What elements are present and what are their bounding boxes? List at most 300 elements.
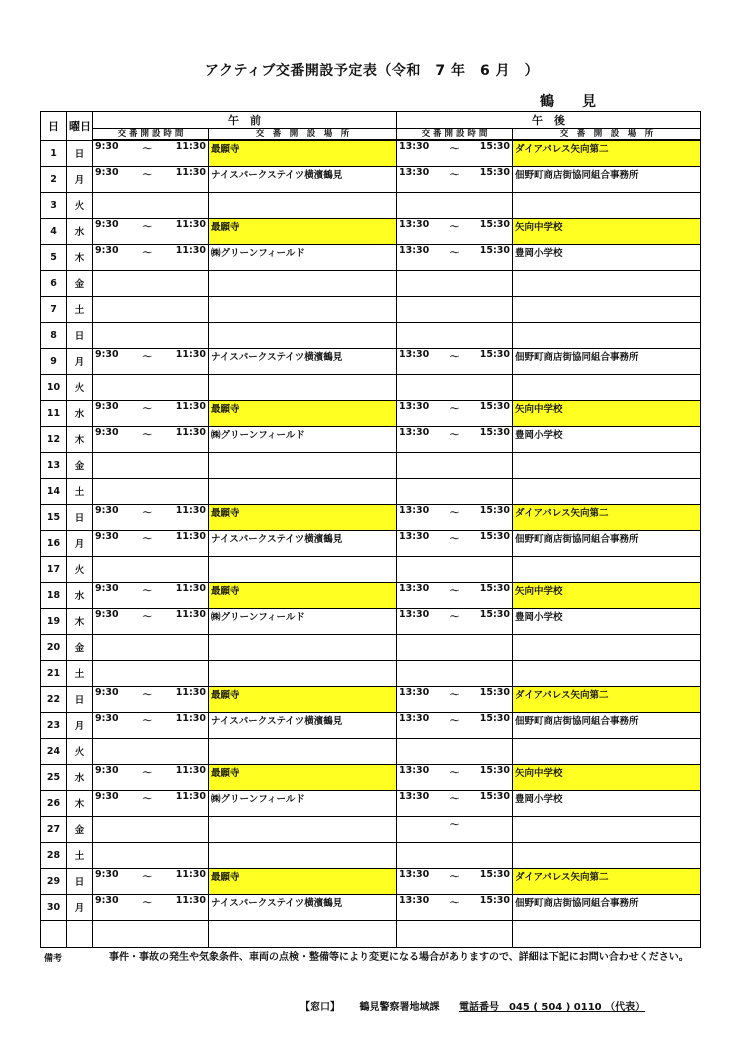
table-row (41, 504, 701, 530)
am-place-name: ナイスパークステイツ横濱鶴見 (211, 351, 343, 363)
weekday-label: 水 (74, 773, 85, 784)
am-start-time: 9:30 (95, 868, 119, 880)
pm-place-name: ダイアパレス矢向第二 (515, 871, 609, 883)
pm-place-cell (513, 374, 701, 400)
weekday-cell (67, 556, 93, 582)
pm-place-cell (513, 426, 701, 452)
pm-place-name: 佃野町商店街協同組合事務所 (515, 169, 639, 181)
weekday-cell (67, 634, 93, 660)
am-time-cell (93, 348, 209, 374)
table-row (41, 868, 701, 894)
tilde: ～ (142, 871, 152, 883)
pm-time-cell (397, 478, 513, 504)
pm-place-cell (513, 582, 701, 608)
am-start-time: 9:30 (95, 608, 119, 620)
am-place-cell (209, 764, 397, 790)
weekday-cell (67, 166, 93, 192)
day-number: 24 (46, 745, 61, 757)
am-place-name: 最願寺 (211, 767, 240, 779)
pm-end-time: 15:30 (479, 790, 510, 802)
pm-time-range (399, 765, 510, 779)
tilde: ～ (142, 689, 152, 701)
pm-end-time: 15:30 (479, 426, 510, 438)
am-place-cell (209, 322, 397, 348)
pm-time-cell (397, 816, 513, 842)
day-cell (41, 400, 67, 426)
pm-start-time: 13:30 (399, 504, 430, 516)
am-place-name: 最願寺 (211, 221, 240, 233)
pm-end-time: 15:30 (479, 504, 510, 516)
pm-place-name: 豊岡小学校 (515, 611, 563, 623)
pm-place-name: 佃野町商店街協同組合事務所 (515, 897, 639, 909)
day-cell (41, 894, 67, 920)
pm-place-name: 佃野町商店街協同組合事務所 (515, 715, 639, 727)
am-place-cell (209, 244, 397, 270)
am-end-time: 11:30 (175, 686, 206, 698)
pm-place-name: 豊岡小学校 (515, 793, 563, 805)
pm-place-cell (513, 192, 701, 218)
col-day-header: 日 (41, 112, 67, 141)
am-time-cell (93, 894, 209, 920)
table-row (41, 400, 701, 426)
weekday-cell (67, 790, 93, 816)
tilde: ～ (142, 144, 152, 155)
am-end-time: 11:30 (175, 790, 206, 802)
am-time-cell (93, 582, 209, 608)
am-place-cell (209, 608, 397, 634)
weekday-label: 金 (74, 825, 85, 836)
tilde: ～ (449, 169, 460, 181)
am-place-cell (209, 582, 397, 608)
pm-place-name: 矢向中学校 (515, 221, 563, 233)
remarks-label: 備考 (44, 954, 63, 964)
am-place-cell (209, 426, 397, 452)
am-place-cell (209, 348, 397, 374)
tilde: ～ (449, 793, 460, 805)
pm-time-cell (397, 868, 513, 894)
pm-time-cell (397, 348, 513, 374)
pm-time-range (399, 713, 510, 727)
pm-time-cell (397, 530, 513, 556)
weekday-label: 火 (74, 565, 85, 576)
table-row (41, 894, 701, 920)
table-row (41, 634, 701, 660)
weekday-label: 水 (74, 409, 85, 420)
pm-place-name: 矢向中学校 (515, 403, 563, 415)
table-row (41, 608, 701, 634)
pm-time-header: 交 番 開 設 時 間 (397, 129, 513, 141)
am-end-time: 11:30 (175, 582, 206, 594)
pm-time-cell (397, 686, 513, 712)
day-number: 14 (46, 485, 61, 497)
tilde: ～ (449, 767, 460, 779)
tilde: ～ (449, 897, 460, 909)
pm-end-time: 15:30 (479, 868, 510, 880)
table-row (41, 686, 701, 712)
weekday-cell (67, 348, 93, 374)
table-row (41, 764, 701, 790)
am-place-name: ㈱グリーンフィールド (211, 429, 305, 441)
pm-place-cell (513, 166, 701, 192)
weekday-label: 月 (74, 175, 85, 186)
pm-place-cell (513, 816, 701, 842)
day-cell (41, 452, 67, 478)
am-end-time: 11:30 (175, 141, 206, 152)
schedule-rows (41, 140, 701, 920)
pm-start-time: 13:30 (399, 686, 430, 698)
pm-end-time: 15:30 (479, 894, 510, 906)
day-number: 15 (46, 511, 61, 523)
table-row (41, 478, 701, 504)
pm-end-time: 15:30 (479, 582, 510, 594)
pm-time-cell (397, 790, 513, 816)
pm-place-name: ダイアパレス矢向第二 (515, 689, 609, 701)
pm-time-cell (397, 374, 513, 400)
pm-time-cell (397, 504, 513, 530)
weekday-cell (67, 764, 93, 790)
am-place-name: 最願寺 (211, 144, 240, 155)
am-time-range (95, 609, 206, 623)
am-place-cell (209, 270, 397, 296)
pm-end-time: 15:30 (479, 686, 510, 698)
am-place-name: 最願寺 (211, 689, 240, 701)
table-row (41, 816, 701, 842)
weekday-label: 日 (74, 695, 85, 706)
am-time-range (95, 583, 206, 597)
am-header: 午 前 (93, 112, 397, 129)
weekday-cell (67, 894, 93, 920)
pm-start-time: 13:30 (399, 166, 430, 178)
am-time-range (95, 869, 206, 883)
am-end-time: 11:30 (175, 764, 206, 776)
day-cell (41, 556, 67, 582)
day-number: 23 (46, 719, 61, 731)
tilde: ～ (449, 819, 460, 831)
day-cell (41, 166, 67, 192)
day-number: 20 (46, 641, 61, 653)
pm-start-time: 13:30 (399, 218, 430, 230)
tilde: ～ (449, 611, 460, 623)
am-place-name: ㈱グリーンフィールド (211, 793, 305, 805)
pm-start-time: 13:30 (399, 348, 430, 360)
pm-time-range (399, 349, 510, 363)
am-time-cell (93, 868, 209, 894)
weekday-cell (67, 452, 93, 478)
pm-time-cell (397, 894, 513, 920)
day-cell (41, 842, 67, 868)
day-cell (41, 738, 67, 764)
pm-end-time: 15:30 (479, 348, 510, 360)
day-number: 18 (46, 589, 61, 601)
tilde: ～ (142, 169, 152, 181)
day-cell (41, 218, 67, 244)
am-start-time: 9:30 (95, 400, 119, 412)
tilde: ～ (449, 585, 460, 597)
tilde-only (399, 817, 510, 831)
table-row (41, 374, 701, 400)
day-cell (41, 504, 67, 530)
pm-time-cell (397, 218, 513, 244)
pm-start-time: 13:30 (399, 608, 430, 620)
am-start-time: 9:30 (95, 141, 119, 152)
pm-place-cell (513, 218, 701, 244)
am-time-range (95, 141, 206, 155)
pm-time-cell (397, 400, 513, 426)
pm-time-cell (397, 426, 513, 452)
weekday-label: 金 (74, 279, 85, 290)
am-place-cell (209, 296, 397, 322)
day-number: 2 (50, 173, 57, 185)
am-place-name: 最願寺 (211, 403, 240, 415)
pm-place-name: ダイアパレス矢向第二 (515, 507, 609, 519)
tilde: ～ (142, 403, 152, 415)
am-time-cell (93, 504, 209, 530)
page-title: アクティブ交番開設予定表（令和 7 年 6 月 ） (204, 63, 540, 79)
table-row (41, 296, 701, 322)
tilde: ～ (142, 585, 152, 597)
day-number: 19 (46, 615, 61, 627)
am-place-cell (209, 530, 397, 556)
am-time-range (95, 349, 206, 363)
pm-place-cell (513, 712, 701, 738)
contact-office: 鶴見警察署地域課 (359, 1002, 440, 1013)
table-row (41, 218, 701, 244)
day-cell (41, 582, 67, 608)
am-time-cell (93, 218, 209, 244)
day-cell (41, 530, 67, 556)
schedule-table (40, 111, 701, 948)
am-start-time: 9:30 (95, 582, 119, 594)
day-number: 25 (46, 771, 61, 783)
weekday-cell (67, 686, 93, 712)
pm-time-cell (397, 764, 513, 790)
pm-end-time: 15:30 (479, 244, 510, 256)
am-end-time: 11:30 (175, 894, 206, 906)
am-time-range (95, 531, 206, 545)
am-time-cell (93, 452, 209, 478)
weekday-cell (67, 842, 93, 868)
day-number: 10 (46, 381, 61, 393)
pm-start-time: 13:30 (399, 712, 430, 724)
table-row (41, 322, 701, 348)
weekday-label: 土 (74, 851, 85, 862)
day-cell (41, 478, 67, 504)
contact-info (300, 998, 661, 1013)
weekday-label: 日 (74, 331, 85, 342)
day-number: 27 (46, 823, 61, 835)
weekday-label: 水 (74, 591, 85, 602)
weekday-label: 木 (74, 617, 85, 628)
am-start-time: 9:30 (95, 530, 119, 542)
am-place-cell (209, 218, 397, 244)
pm-end-time: 15:30 (479, 530, 510, 542)
weekday-cell (67, 504, 93, 530)
table-row (41, 842, 701, 868)
pm-start-time: 13:30 (399, 141, 430, 152)
pm-place-cell (513, 790, 701, 816)
am-place-name: ナイスパークステイツ横濱鶴見 (211, 169, 343, 181)
pm-time-cell (397, 244, 513, 270)
am-time-range (95, 167, 206, 181)
table-row (41, 166, 701, 192)
am-place-name: 最願寺 (211, 871, 240, 883)
am-time-range (95, 687, 206, 701)
am-end-time: 11:30 (175, 400, 206, 412)
tilde: ～ (449, 403, 460, 415)
table-row (41, 530, 701, 556)
weekday-cell (67, 816, 93, 842)
weekday-label: 金 (74, 643, 85, 654)
pm-time-cell (397, 192, 513, 218)
day-number: 5 (50, 251, 57, 263)
weekday-label: 土 (74, 487, 85, 498)
remarks-text: 事件・事故の発生や気象条件、車両の点検・整備等により変更になる場合がありますので、詳細は下記にお問い合わせください。 (109, 952, 689, 963)
am-time-cell (93, 426, 209, 452)
pm-start-time: 13:30 (399, 582, 430, 594)
am-end-time: 11:30 (175, 166, 206, 178)
day-cell (41, 868, 67, 894)
pm-place-name: ダイアパレス矢向第二 (515, 144, 609, 155)
day-number: 26 (46, 797, 61, 809)
day-cell (41, 374, 67, 400)
pm-time-range (399, 583, 510, 597)
pm-end-time: 15:30 (479, 608, 510, 620)
day-cell (41, 608, 67, 634)
pm-place-cell (513, 894, 701, 920)
am-place-cell (209, 686, 397, 712)
weekday-label: 水 (74, 227, 85, 238)
am-time-cell (93, 296, 209, 322)
day-number: 8 (50, 329, 57, 341)
table-row (41, 738, 701, 764)
am-place-cell (209, 660, 397, 686)
am-place-cell (209, 400, 397, 426)
pm-time-range (399, 687, 510, 701)
am-time-cell (93, 738, 209, 764)
pm-place-cell (513, 452, 701, 478)
am-time-cell (93, 842, 209, 868)
pm-end-time: 15:30 (479, 712, 510, 724)
tilde: ～ (142, 793, 152, 805)
pm-end-time: 15:30 (479, 218, 510, 230)
pm-time-cell (397, 556, 513, 582)
pm-time-cell (397, 452, 513, 478)
pm-start-time: 13:30 (399, 790, 430, 802)
pm-time-cell (397, 712, 513, 738)
am-time-header: 交 番 開 設 時 間 (93, 129, 209, 141)
pm-time-cell (397, 582, 513, 608)
pm-time-cell (397, 296, 513, 322)
am-place-header: 交 番 開 設 場 所 (209, 129, 397, 141)
am-time-cell (93, 556, 209, 582)
am-time-cell (93, 608, 209, 634)
weekday-cell (67, 660, 93, 686)
pm-place-cell (513, 504, 701, 530)
contact-phone: 電話番号 045 ( 504 ) 0110 （代表） (458, 1002, 646, 1013)
am-place-cell (209, 374, 397, 400)
table-row (41, 712, 701, 738)
day-cell (41, 790, 67, 816)
table-row (41, 192, 701, 218)
am-start-time: 9:30 (95, 504, 119, 516)
am-place-cell (209, 738, 397, 764)
am-time-cell (93, 322, 209, 348)
pm-place-cell (513, 608, 701, 634)
day-cell (41, 296, 67, 322)
pm-time-range (399, 141, 510, 155)
pm-time-range (399, 401, 510, 415)
tilde: ～ (142, 611, 152, 623)
am-place-name: ㈱グリーンフィールド (211, 611, 305, 623)
col-weekday-header: 曜日 (67, 112, 93, 141)
am-end-time: 11:30 (175, 868, 206, 880)
am-place-cell (209, 842, 397, 868)
pm-place-cell (513, 400, 701, 426)
pm-end-time: 15:30 (479, 141, 510, 152)
tilde: ～ (449, 221, 460, 233)
table-row (41, 348, 701, 374)
day-number: 30 (46, 901, 61, 913)
pm-time-cell (397, 738, 513, 764)
pm-time-range (399, 167, 510, 181)
pm-time-cell (397, 322, 513, 348)
pm-place-cell (513, 660, 701, 686)
pm-place-cell (513, 478, 701, 504)
day-cell (41, 192, 67, 218)
pm-time-range (399, 245, 510, 259)
weekday-label: 火 (74, 201, 85, 212)
pm-time-cell (397, 634, 513, 660)
am-place-cell (209, 712, 397, 738)
day-number: 1 (50, 147, 57, 159)
weekday-cell (67, 426, 93, 452)
tilde: ～ (449, 429, 460, 441)
am-time-cell (93, 634, 209, 660)
weekday-label: 木 (74, 799, 85, 810)
tilde: ～ (449, 247, 460, 259)
am-start-time: 9:30 (95, 426, 119, 438)
day-cell (41, 686, 67, 712)
weekday-cell (67, 374, 93, 400)
pm-place-name: 佃野町商店街協同組合事務所 (515, 533, 639, 545)
am-place-name: ㈱グリーンフィールド (211, 247, 305, 259)
tilde: ～ (449, 144, 460, 155)
table-row (41, 556, 701, 582)
pm-start-time: 13:30 (399, 894, 430, 906)
pm-start-time: 13:30 (399, 530, 430, 542)
pm-time-range (399, 219, 510, 233)
am-place-cell (209, 790, 397, 816)
pm-time-cell (397, 140, 513, 166)
pm-time-cell (397, 608, 513, 634)
pm-place-cell (513, 322, 701, 348)
day-cell (41, 348, 67, 374)
weekday-label: 日 (74, 149, 85, 160)
day-number: 22 (46, 693, 61, 705)
am-time-cell (93, 400, 209, 426)
day-number: 7 (50, 303, 57, 315)
pm-time-cell (397, 660, 513, 686)
pm-place-cell (513, 556, 701, 582)
tilde: ～ (449, 533, 460, 545)
day-number: 17 (46, 563, 61, 575)
weekday-cell (67, 582, 93, 608)
am-place-cell (209, 192, 397, 218)
weekday-cell (67, 192, 93, 218)
weekday-label: 火 (74, 747, 85, 758)
tilde: ～ (142, 507, 152, 519)
am-time-cell (93, 270, 209, 296)
